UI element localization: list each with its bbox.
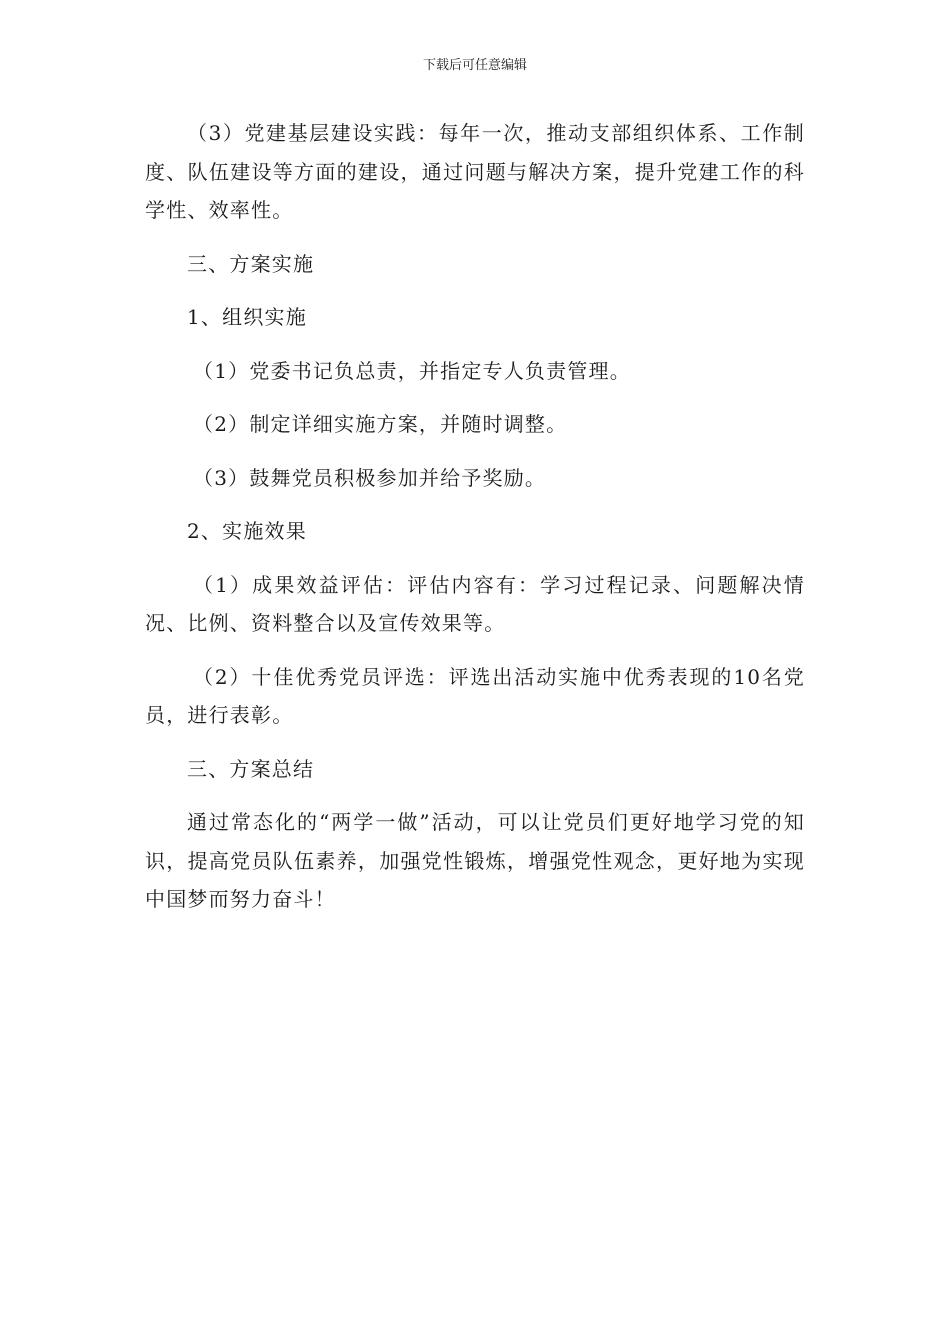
list-item-secretary: （1）党委书记负总责，并指定专人负责管理。 — [193, 358, 631, 383]
page-header-note: 下载后可任意编辑 — [422, 58, 527, 73]
section-heading-implementation: 三、方案实施 — [187, 251, 315, 276]
subheading-effects: 2、实施效果 — [187, 519, 307, 543]
subheading-organization: 1、组织实施 — [187, 305, 307, 329]
document-body — [145, 114, 805, 934]
paragraph-party-building-practice: （3）党建基层建设实践：每年一次，推动支部组织体系、工作制度、队伍建设等方面的建设，通过问题与解决方案，提升党建工作的科学性、效率性。 — [145, 121, 805, 222]
section-heading-summary: 三、方案总结 — [187, 756, 315, 781]
list-item-encourage: （3）鼓舞党员积极参加并给予奖励。 — [193, 465, 547, 490]
list-item-evaluation: （1）成果效益评估：评估内容有：学习过程记录、问题解决情况、比例、资料整合以及宣传效果等。 — [145, 572, 805, 635]
paragraph-summary: 通过常态化的“两学一做”活动，可以让党员们更好地学习党的知识，提高党员队伍素养，加强党性锻炼，增强党性观念，更好地为实现中国梦而努力奋斗！ — [145, 810, 805, 911]
list-item-plan: （2）制定详细实施方案，并随时调整。 — [193, 412, 568, 436]
list-item-top-ten: （2）十佳优秀党员评选：评选出活动实施中优秀表现的10名党员，进行表彰。 — [145, 664, 805, 727]
